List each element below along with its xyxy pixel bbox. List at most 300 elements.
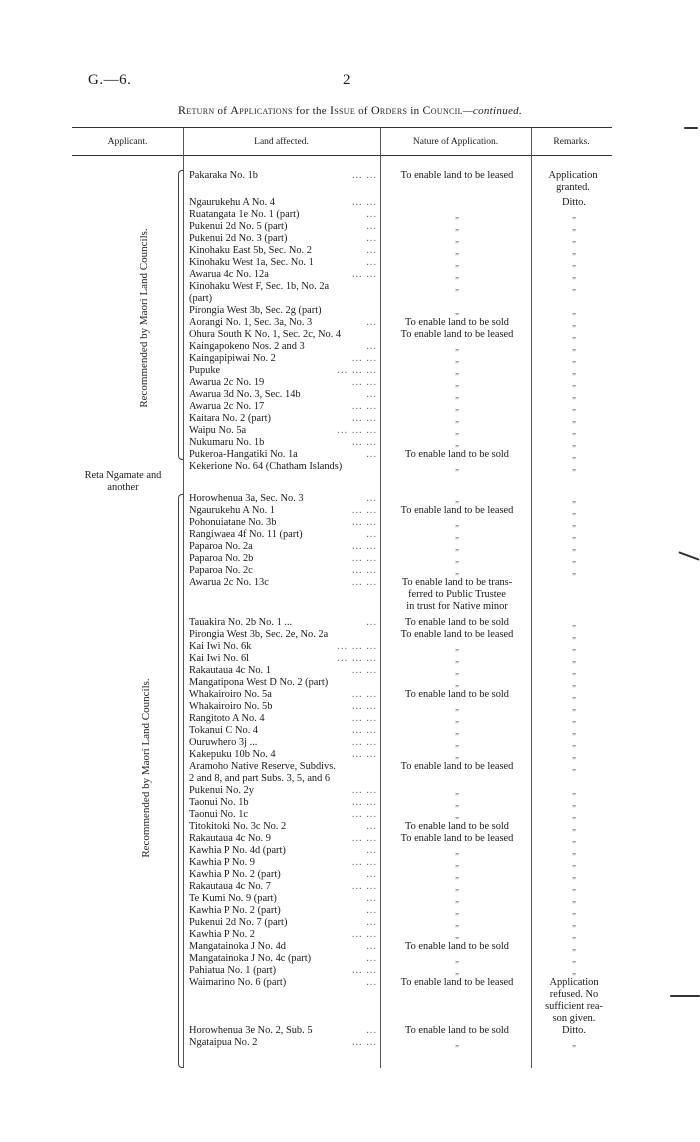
land-name: Kawhia P No. 2 bbox=[189, 929, 255, 940]
nature-of-application-cell: „ bbox=[455, 870, 459, 880]
nature-of-application-cell: To enable land to be sold bbox=[404, 689, 510, 700]
land-affected-cell bbox=[189, 529, 377, 541]
margin-mark-1 bbox=[684, 127, 698, 129]
land-name: Kinohaku East 5b, Sec. No. 2 bbox=[189, 245, 312, 256]
nature-of-application-cell: To enable land to be leased bbox=[400, 977, 514, 988]
brace-upper bbox=[178, 170, 184, 460]
nature-of-application-cell: „ bbox=[455, 542, 459, 552]
nature-of-application-cell: „ bbox=[455, 530, 459, 540]
land-affected-cell bbox=[189, 665, 377, 677]
leader-dots: ... ... bbox=[351, 785, 377, 796]
leader-dots: ... bbox=[366, 317, 377, 328]
leader-dots: ... ... bbox=[351, 1037, 377, 1048]
land-affected-cell bbox=[189, 197, 377, 209]
land-affected-cell bbox=[189, 413, 377, 425]
side-label-lower: Recommended by Maori Land Councils. bbox=[140, 678, 152, 858]
nature-of-application-cell: To enable land to be trans- bbox=[401, 577, 513, 588]
remarks-cell: „ bbox=[572, 330, 576, 340]
remarks-cell: „ bbox=[572, 918, 576, 928]
remarks-cell: „ bbox=[572, 906, 576, 916]
land-name: Ruatangata 1e No. 1 (part) bbox=[189, 209, 300, 220]
nature-of-application-cell: „ bbox=[455, 786, 459, 796]
remarks-cell: „ bbox=[572, 642, 576, 652]
leader-dots: ... ... bbox=[351, 553, 377, 564]
land-affected-cell bbox=[189, 641, 377, 653]
remarks-cell: „ bbox=[572, 462, 576, 472]
nature-of-application-cell: „ bbox=[455, 366, 459, 376]
land-name: Rangitoto A No. 4 bbox=[189, 713, 265, 724]
nature-of-application-cell: „ bbox=[455, 966, 459, 976]
land-name: Kaingapokeno Nos. 2 and 3 bbox=[189, 341, 305, 352]
land-name: Paparoa No. 2b bbox=[189, 553, 254, 564]
remarks-cell: refused. No bbox=[549, 989, 599, 1000]
land-affected-cell bbox=[189, 677, 377, 689]
nature-of-application-cell: „ bbox=[455, 402, 459, 412]
land-affected-cell bbox=[189, 941, 377, 953]
land-name: 2 and 8, and part Subs. 3, 5, and 6 bbox=[189, 773, 331, 784]
land-name: Pukenui 2d No. 7 (part) bbox=[189, 917, 288, 928]
land-affected-cell bbox=[189, 493, 377, 505]
leader-dots: ... ... bbox=[351, 517, 377, 528]
nature-of-application-cell: „ bbox=[455, 882, 459, 892]
remarks-cell: „ bbox=[572, 438, 576, 448]
land-affected-cell bbox=[189, 281, 377, 293]
brace-lower bbox=[178, 494, 184, 1068]
land-name: Te Kumi No. 9 (part) bbox=[189, 893, 277, 904]
land-name: Kawhia P No. 9 bbox=[189, 857, 255, 868]
leader-dots: ... bbox=[366, 1025, 377, 1036]
land-name: Ngataipua No. 2 bbox=[189, 1037, 258, 1048]
remarks-cell: „ bbox=[572, 822, 576, 832]
land-affected-cell bbox=[189, 893, 377, 905]
nature-of-application-cell: „ bbox=[455, 554, 459, 564]
leader-dots: ... bbox=[366, 893, 377, 904]
remarks-cell: „ bbox=[572, 786, 576, 796]
land-name: Pirongia West 3b, Sec. 2e, No. 2a bbox=[189, 629, 329, 640]
land-name: Horowhenua 3e No. 2, Sub. 5 bbox=[189, 1025, 313, 1036]
leader-dots: ... ... bbox=[351, 881, 377, 892]
nature-of-application-cell: „ bbox=[455, 642, 459, 652]
leader-dots: ... bbox=[366, 209, 377, 220]
leader-dots: ... ... ... bbox=[337, 641, 377, 652]
land-name: Rangiwaea 4f No. 11 (part) bbox=[189, 529, 303, 540]
land-name: Rakautaua 4c No. 1 bbox=[189, 665, 271, 676]
land-name: Tauakira No. 2b No. 1 ... bbox=[189, 617, 293, 628]
land-name: Awarua 2c No. 17 bbox=[189, 401, 265, 412]
nature-of-application-cell: To enable land to be sold bbox=[404, 617, 510, 628]
page-reference: G.—6. bbox=[88, 72, 132, 88]
leader-dots: ... ... bbox=[351, 565, 377, 576]
leader-dots: ... ... bbox=[351, 713, 377, 724]
leader-dots: ... ... bbox=[351, 701, 377, 712]
land-affected-cell bbox=[189, 653, 377, 665]
land-affected-cell bbox=[189, 713, 377, 725]
leader-dots: ... bbox=[366, 617, 377, 628]
remarks-cell: „ bbox=[572, 942, 576, 952]
nature-of-application-cell: „ bbox=[455, 666, 459, 676]
land-name: Kawhia P No. 2 (part) bbox=[189, 869, 281, 880]
remarks-cell: „ bbox=[572, 554, 576, 564]
remarks-cell: „ bbox=[572, 714, 576, 724]
land-affected-cell bbox=[189, 629, 377, 641]
remarks-cell: „ bbox=[572, 1038, 576, 1048]
remarks-cell: „ bbox=[572, 966, 576, 976]
title-for-the: for the bbox=[292, 105, 331, 117]
remarks-cell: „ bbox=[572, 234, 576, 244]
leader-dots: ... ... bbox=[351, 353, 377, 364]
remarks-cell: „ bbox=[572, 366, 576, 376]
column-divider-2 bbox=[380, 128, 381, 1068]
nature-of-application-cell: „ bbox=[455, 726, 459, 736]
nature-of-application-cell: To enable land to be leased bbox=[400, 170, 514, 181]
land-affected-cell bbox=[189, 341, 377, 353]
nature-of-application-cell: To enable land to be leased bbox=[400, 505, 514, 516]
land-name: Kinohaku West F, Sec. 1b, No. 2a bbox=[189, 281, 330, 292]
remarks-cell: „ bbox=[572, 402, 576, 412]
land-affected-cell bbox=[189, 761, 377, 773]
leader-dots: ... bbox=[366, 449, 377, 460]
nature-of-application-cell: „ bbox=[455, 222, 459, 232]
land-affected-cell bbox=[189, 577, 377, 589]
land-affected-cell bbox=[189, 353, 377, 365]
leader-dots: ... ... ... bbox=[337, 653, 377, 664]
leader-dots: ... bbox=[366, 245, 377, 256]
land-name: Kekerione No. 64 (Chatham Islands) bbox=[189, 461, 343, 472]
remarks-cell: Application bbox=[549, 977, 599, 988]
leader-dots: ... ... bbox=[351, 689, 377, 700]
remarks-cell: „ bbox=[572, 530, 576, 540]
nature-of-application-cell: To enable land to be leased bbox=[400, 761, 514, 772]
leader-dots: ... ... bbox=[351, 965, 377, 976]
leader-dots: ... ... bbox=[351, 725, 377, 736]
nature-of-application-cell: „ bbox=[455, 918, 459, 928]
land-affected-cell bbox=[189, 785, 377, 797]
leader-dots: ... bbox=[366, 341, 377, 352]
nature-of-application-cell: To enable land to be leased bbox=[400, 629, 514, 640]
remarks-cell: „ bbox=[572, 542, 576, 552]
land-affected-cell bbox=[189, 737, 377, 749]
remarks-cell: „ bbox=[572, 846, 576, 856]
nature-of-application-cell: „ bbox=[455, 702, 459, 712]
remarks-cell: sufficient rea- bbox=[545, 1001, 603, 1012]
land-name: Pukenui 2d No. 5 (part) bbox=[189, 221, 288, 232]
header-remarks: Remarks. bbox=[553, 137, 590, 147]
remarks-cell: „ bbox=[572, 426, 576, 436]
land-affected-cell bbox=[189, 701, 377, 713]
land-name: Kakepuku 10b No. 4 bbox=[189, 749, 276, 760]
land-affected-cell bbox=[189, 809, 377, 821]
land-name: Taonui No. 1c bbox=[189, 809, 249, 820]
nature-of-application-cell: To enable land to be sold bbox=[404, 317, 510, 328]
land-name: Whakairoiro No. 5b bbox=[189, 701, 273, 712]
leader-dots: ... ... bbox=[351, 197, 377, 208]
side-label-upper: Recommended by Maori Land Councils. bbox=[138, 228, 150, 408]
land-name: Kawhia P No. 2 (part) bbox=[189, 905, 281, 916]
land-name: Pohonuiatane No. 3b bbox=[189, 517, 277, 528]
leader-dots: ... ... bbox=[351, 665, 377, 676]
nature-of-application-cell: To enable land to be sold bbox=[404, 449, 510, 460]
nature-of-application-cell: „ bbox=[455, 906, 459, 916]
remarks-cell: „ bbox=[572, 282, 576, 292]
land-name: Ngaurukehu A No. 4 bbox=[189, 197, 276, 208]
remarks-cell: „ bbox=[572, 506, 576, 516]
nature-of-application-cell: „ bbox=[455, 390, 459, 400]
land-name: Pukeroa-Hangatiki No. 1a bbox=[189, 449, 298, 460]
leader-dots: ... ... bbox=[351, 377, 377, 388]
remarks-cell: „ bbox=[572, 390, 576, 400]
leader-dots: ... bbox=[366, 917, 377, 928]
remarks-cell: „ bbox=[572, 246, 576, 256]
land-affected-cell bbox=[189, 617, 377, 629]
leader-dots: ... bbox=[366, 977, 377, 988]
land-affected-cell bbox=[189, 365, 377, 377]
land-name: Mangatainoka J No. 4c (part) bbox=[189, 953, 312, 964]
nature-of-application-cell: „ bbox=[455, 714, 459, 724]
remarks-cell: son given. bbox=[552, 1013, 596, 1024]
land-name: Paparoa No. 2c bbox=[189, 565, 253, 576]
remarks-cell: Application granted. bbox=[548, 170, 598, 193]
land-affected-cell bbox=[189, 425, 377, 437]
remarks-cell: „ bbox=[572, 666, 576, 676]
remarks-cell: „ bbox=[572, 378, 576, 388]
land-name: Waimarino No. 6 (part) bbox=[189, 977, 287, 988]
nature-of-application-cell: „ bbox=[455, 354, 459, 364]
land-name: Aorangi No. 1, Sec. 3a, No. 3 bbox=[189, 317, 313, 328]
title-in: in bbox=[407, 105, 423, 117]
leader-dots: ... ... bbox=[351, 541, 377, 552]
title-issue: Issue bbox=[330, 103, 356, 117]
nature-of-application-cell: „ bbox=[455, 282, 459, 292]
column-divider-3 bbox=[531, 128, 532, 1068]
leader-dots: ... ... bbox=[351, 401, 377, 412]
land-affected-cell bbox=[189, 269, 377, 281]
table-title bbox=[0, 103, 700, 118]
remarks-cell: „ bbox=[572, 450, 576, 460]
nature-of-application-cell: „ bbox=[455, 930, 459, 940]
remarks-cell: „ bbox=[572, 630, 576, 640]
margin-mark-2 bbox=[678, 551, 699, 560]
remarks-cell: „ bbox=[572, 270, 576, 280]
nature-of-application-cell: „ bbox=[455, 858, 459, 868]
nature-of-application-cell: „ bbox=[455, 566, 459, 576]
leader-dots: ... ... bbox=[351, 437, 377, 448]
land-affected-cell bbox=[189, 449, 377, 461]
remarks-cell: „ bbox=[572, 518, 576, 528]
remarks-cell: „ bbox=[572, 894, 576, 904]
applicant-line-1: Reta Ngamate and bbox=[84, 470, 162, 481]
land-affected-cell bbox=[189, 221, 377, 233]
leader-dots: ... bbox=[366, 869, 377, 880]
nature-of-application-cell: To enable land to be leased bbox=[400, 833, 514, 844]
nature-of-application-cell: „ bbox=[455, 234, 459, 244]
title-return: Return bbox=[177, 103, 215, 117]
leader-dots: ... bbox=[366, 821, 377, 832]
leader-dots: ... bbox=[366, 529, 377, 540]
land-name: Kai Iwi No. 6k bbox=[189, 641, 252, 652]
remarks-cell: „ bbox=[572, 318, 576, 328]
leader-dots: ... ... bbox=[351, 857, 377, 868]
title-continued: —continued. bbox=[462, 105, 523, 117]
nature-of-application-cell: „ bbox=[455, 210, 459, 220]
land-name: Pirongia West 3b, Sec. 2g (part) bbox=[189, 305, 322, 316]
remarks-cell: „ bbox=[572, 930, 576, 940]
title-applications: Applications bbox=[230, 103, 293, 117]
title-of-2: of bbox=[355, 105, 371, 117]
land-name: Paparoa No. 2a bbox=[189, 541, 253, 552]
remarks-cell: „ bbox=[572, 306, 576, 316]
land-affected-cell bbox=[189, 305, 377, 317]
land-affected-cell bbox=[189, 917, 377, 929]
remarks-cell: „ bbox=[572, 678, 576, 688]
land-name: Kawhia P No. 4d (part) bbox=[189, 845, 286, 856]
remarks-cell: „ bbox=[572, 798, 576, 808]
leader-dots: ... ... bbox=[351, 505, 377, 516]
remarks-cell: „ bbox=[572, 354, 576, 364]
land-affected-cell bbox=[189, 377, 377, 389]
header-nature: Nature of Application. bbox=[412, 137, 499, 147]
nature-of-application-cell: „ bbox=[455, 246, 459, 256]
margin-mark-3 bbox=[670, 995, 700, 997]
leader-dots: ... ... bbox=[351, 797, 377, 808]
land-affected-cell bbox=[189, 749, 377, 761]
leader-dots: ... ... bbox=[351, 737, 377, 748]
nature-of-application-cell: „ bbox=[455, 738, 459, 748]
leader-dots: ... ... ... bbox=[337, 425, 377, 436]
nature-of-application-cell: „ bbox=[455, 678, 459, 688]
remarks-cell: „ bbox=[572, 210, 576, 220]
nature-of-application-cell: „ bbox=[455, 342, 459, 352]
land-name: Awarua 3d No. 3, Sec. 14b bbox=[189, 389, 301, 400]
land-affected-cell bbox=[189, 905, 377, 917]
land-name: Pakaraka No. 1b bbox=[189, 170, 258, 181]
remarks-cell: „ bbox=[572, 414, 576, 424]
leader-dots: ... bbox=[366, 941, 377, 952]
land-affected-cell bbox=[189, 1025, 377, 1037]
land-affected-cell bbox=[189, 773, 377, 785]
leader-dots: ... ... bbox=[351, 413, 377, 424]
nature-of-application-cell: „ bbox=[455, 954, 459, 964]
land-name: Rakautaua 4c No. 9 bbox=[189, 833, 271, 844]
nature-of-application-cell: „ bbox=[455, 518, 459, 528]
nature-of-application-cell: „ bbox=[455, 378, 459, 388]
land-affected-cell bbox=[189, 461, 377, 473]
land-affected-cell bbox=[189, 1037, 377, 1049]
page-number: 2 bbox=[343, 72, 351, 88]
land-name: Pukenui 2d No. 3 (part) bbox=[189, 233, 288, 244]
leader-dots: ... ... bbox=[351, 833, 377, 844]
land-affected-cell bbox=[189, 797, 377, 809]
land-affected-cell bbox=[189, 553, 377, 565]
land-name: Taonui No. 1b bbox=[189, 797, 249, 808]
remarks-cell: „ bbox=[572, 702, 576, 712]
land-name: Mangatainoka J No. 4d bbox=[189, 941, 286, 952]
nature-of-application-cell: „ bbox=[455, 414, 459, 424]
leader-dots: ... bbox=[366, 257, 377, 268]
leader-dots: ... ... bbox=[351, 749, 377, 760]
land-name: Nukumaru No. 1b bbox=[189, 437, 265, 448]
land-name: Awarua 2c No. 13c bbox=[189, 577, 269, 588]
land-name: Horowhenua 3a, Sec. No. 3 bbox=[189, 493, 304, 504]
nature-of-application-cell: „ bbox=[455, 438, 459, 448]
land-affected-cell bbox=[189, 953, 377, 965]
land-name: Kai Iwi No. 6l bbox=[189, 653, 250, 664]
nature-of-application-cell: „ bbox=[455, 270, 459, 280]
remarks-cell: „ bbox=[572, 494, 576, 504]
land-name: Whakairoiro No. 5a bbox=[189, 689, 272, 700]
remarks-cell: „ bbox=[572, 690, 576, 700]
land-affected-cell bbox=[189, 821, 377, 833]
land-name: Pupuke bbox=[189, 365, 221, 376]
land-affected-cell bbox=[189, 170, 377, 182]
land-affected-cell bbox=[189, 209, 377, 221]
land-name: Waipu No. 5a bbox=[189, 425, 247, 436]
leader-dots: ... ... ... bbox=[337, 365, 377, 376]
land-name: Kinohaku West 1a, Sec. No. 1 bbox=[189, 257, 314, 268]
nature-of-application-cell: „ bbox=[455, 258, 459, 268]
land-affected-cell bbox=[189, 869, 377, 881]
land-name: Aramoho Native Reserve, Subdivs. bbox=[189, 761, 336, 772]
land-affected-cell bbox=[189, 977, 377, 989]
remarks-cell: Ditto. bbox=[562, 1025, 586, 1036]
leader-dots: ... bbox=[366, 493, 377, 504]
remarks-cell: „ bbox=[572, 882, 576, 892]
nature-of-application-cell: „ bbox=[455, 798, 459, 808]
land-affected-cell bbox=[189, 845, 377, 857]
leader-dots: ... bbox=[366, 221, 377, 232]
nature-of-application-cell: „ bbox=[455, 750, 459, 760]
nature-of-application-cell: ferred to Public Trustee bbox=[408, 589, 506, 600]
remarks-cell: „ bbox=[572, 762, 576, 772]
leader-dots: ... ... bbox=[351, 929, 377, 940]
land-name: (part) bbox=[189, 293, 213, 304]
leader-dots: ... bbox=[366, 905, 377, 916]
land-affected-cell bbox=[189, 389, 377, 401]
nature-of-application-cell: „ bbox=[455, 894, 459, 904]
land-affected-cell bbox=[189, 725, 377, 737]
land-affected-cell bbox=[189, 257, 377, 269]
title-orders: Orders bbox=[370, 103, 408, 117]
land-affected-cell bbox=[189, 881, 377, 893]
nature-of-application-cell: To enable land to be sold bbox=[404, 941, 510, 952]
nature-of-application-cell: „ bbox=[455, 654, 459, 664]
header-land-affected: Land affected. bbox=[254, 137, 309, 147]
land-name: Awarua 4c No. 12a bbox=[189, 269, 269, 280]
land-affected-cell bbox=[189, 965, 377, 977]
land-affected-cell bbox=[189, 541, 377, 553]
land-affected-cell bbox=[189, 233, 377, 245]
land-name: Mangatipona West D No. 2 (part) bbox=[189, 677, 329, 688]
land-affected-cell bbox=[189, 245, 377, 257]
nature-of-application-cell: „ bbox=[455, 426, 459, 436]
land-affected-cell bbox=[189, 293, 377, 305]
leader-dots: ... ... bbox=[351, 577, 377, 588]
nature-of-application-cell: „ bbox=[455, 810, 459, 820]
leader-dots: ... bbox=[366, 953, 377, 964]
remarks-cell: „ bbox=[572, 954, 576, 964]
land-name: Pahiatua No. 1 (part) bbox=[189, 965, 277, 976]
leader-dots: ... ... bbox=[351, 269, 377, 280]
land-name: Awarua 2c No. 19 bbox=[189, 377, 265, 388]
land-affected-cell bbox=[189, 833, 377, 845]
header-applicant: Applicant. bbox=[107, 137, 148, 147]
remarks-cell: Ditto. bbox=[562, 197, 586, 208]
nature-of-application-cell: „ bbox=[455, 462, 459, 472]
title-council: Council bbox=[422, 103, 463, 117]
nature-of-application-cell: To enable land to be sold bbox=[404, 821, 510, 832]
nature-of-application-cell: „ bbox=[455, 1038, 459, 1048]
nature-of-application-cell: „ bbox=[455, 494, 459, 504]
land-affected-cell bbox=[189, 689, 377, 701]
